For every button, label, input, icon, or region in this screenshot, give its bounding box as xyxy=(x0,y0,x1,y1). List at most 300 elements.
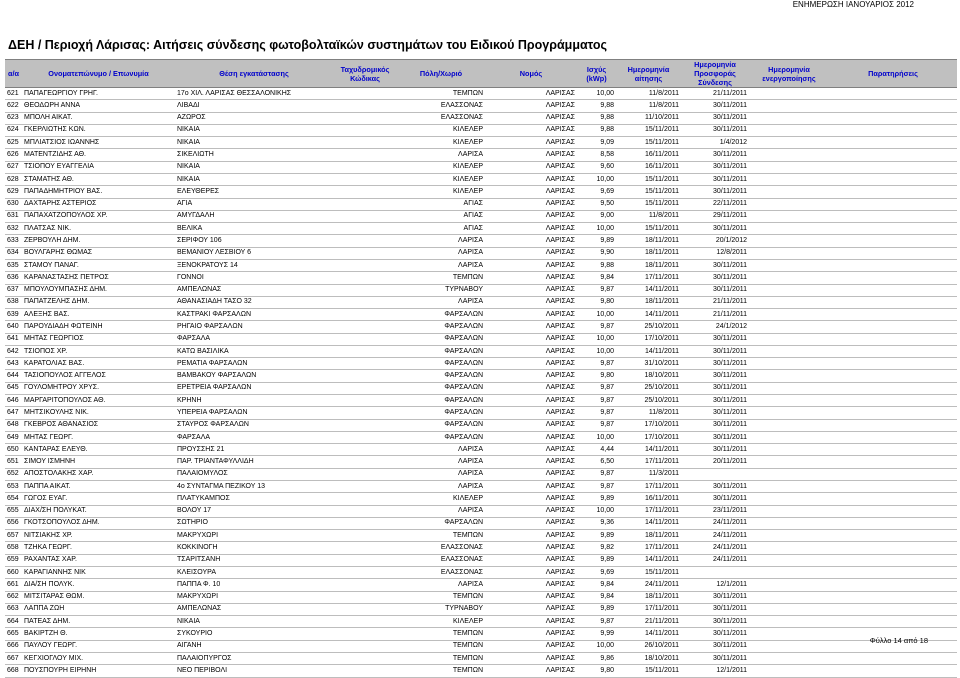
cell-name: ΑΛΕΞΗΣ ΒΑΣ. xyxy=(22,309,175,321)
cell-name: ΤΣΙΟΠΟΥ ΕΥΑΓΓΕΛΙΑ xyxy=(22,161,175,173)
table-row xyxy=(5,517,957,529)
cell-power: 9,90 xyxy=(577,247,616,259)
table-row xyxy=(5,505,957,517)
cell-location: ΑΙΓΑΝΗ xyxy=(175,640,333,652)
cell-prefecture: ΛΑΡΙΣΑΣ xyxy=(485,309,577,321)
cell-city: ΛΑΡΙΣΑ xyxy=(397,149,485,161)
applications-table xyxy=(5,59,957,678)
cell-application-date: 14/11/2011 xyxy=(616,554,681,566)
cell-city: ΛΑΡΙΣΑ xyxy=(397,468,485,480)
cell-name: ΠΑΠΑΤΖΕΛΗΣ ΔΗΜ. xyxy=(22,296,175,308)
cell-location: ΝΙΚΑΙΑ xyxy=(175,137,333,149)
cell-remarks xyxy=(829,173,957,185)
cell-postal-code xyxy=(333,530,397,542)
cell-prefecture: ΛΑΡΙΣΑΣ xyxy=(485,431,577,443)
cell-power: 9,87 xyxy=(577,382,616,394)
cell-prefecture: ΛΑΡΙΣΑΣ xyxy=(485,370,577,382)
cell-postal-code xyxy=(333,333,397,345)
cell-remarks xyxy=(829,665,957,677)
cell-prefecture: ΛΑΡΙΣΑΣ xyxy=(485,542,577,554)
table-row xyxy=(5,628,957,640)
cell-postal-code xyxy=(333,161,397,173)
cell-aa: 664 xyxy=(5,616,22,628)
cell-power: 10,00 xyxy=(577,309,616,321)
cell-city: ΑΓΙΑΣ xyxy=(397,210,485,222)
cell-aa: 650 xyxy=(5,444,22,456)
header-col-application-date: Ημερομηνία αίτησης xyxy=(616,60,681,88)
page-title: ΔΕΗ / Περιοχή Λάρισας: Αιτήσεις σύνδεσης φωτοβολταϊκών συστημάτων του Ειδικού Προγράμματος xyxy=(8,38,608,52)
cell-activation-date xyxy=(749,456,829,468)
cell-remarks xyxy=(829,272,957,284)
cell-location: ΠΑΡ. ΤΡΙΑΝΤΑΦΥΛΛΙΔΗ xyxy=(175,456,333,468)
cell-aa: 662 xyxy=(5,591,22,603)
cell-activation-date xyxy=(749,493,829,505)
cell-location: ΣΥΚΟΥΡΙΟ xyxy=(175,628,333,640)
cell-application-date: 18/10/2011 xyxy=(616,370,681,382)
cell-aa: 652 xyxy=(5,468,22,480)
cell-aa: 635 xyxy=(5,259,22,271)
cell-prefecture: ΛΑΡΙΣΑΣ xyxy=(485,284,577,296)
cell-name: ΒΟΥΛΓΑΡΗΣ ΘΩΜΑΣ xyxy=(22,247,175,259)
cell-city: ΛΑΡΙΣΑ xyxy=(397,481,485,493)
cell-offer-date: 30/11/2011 xyxy=(681,358,749,370)
cell-postal-code xyxy=(333,444,397,456)
cell-prefecture: ΛΑΡΙΣΑΣ xyxy=(485,198,577,210)
cell-application-date: 17/11/2011 xyxy=(616,481,681,493)
cell-prefecture: ΛΑΡΙΣΑΣ xyxy=(485,100,577,112)
cell-activation-date xyxy=(749,333,829,345)
cell-name: ΠΑΠΑΓΕΩΡΓΙΟΥ ΓΡΗΓ. xyxy=(22,88,175,100)
cell-remarks xyxy=(829,566,957,578)
cell-name: ΘΕΟΔΩΡΗ ΑΝΝΑ xyxy=(22,100,175,112)
cell-postal-code xyxy=(333,468,397,480)
cell-prefecture: ΛΑΡΙΣΑΣ xyxy=(485,272,577,284)
cell-location: ΑΜΥΓΔΑΛΗ xyxy=(175,210,333,222)
cell-prefecture: ΛΑΡΙΣΑΣ xyxy=(485,517,577,529)
cell-name: ΠΟΥΣΠΟΥΡΗ ΕΙΡΗΝΗ xyxy=(22,665,175,677)
cell-location: ΚΑΣΤΡΑΚΙ ΦΑΡΣΑΛΩΝ xyxy=(175,309,333,321)
cell-prefecture: ΛΑΡΙΣΑΣ xyxy=(485,259,577,271)
cell-offer-date: 21/11/2011 xyxy=(681,88,749,100)
cell-postal-code xyxy=(333,112,397,124)
cell-aa: 651 xyxy=(5,456,22,468)
cell-remarks xyxy=(829,395,957,407)
cell-city: ΚΙΛΕΛΕΡ xyxy=(397,616,485,628)
cell-postal-code xyxy=(333,173,397,185)
cell-prefecture: ΛΑΡΙΣΑΣ xyxy=(485,554,577,566)
cell-postal-code xyxy=(333,296,397,308)
cell-name: ΣΤΑΜΟΥ ΠΑΝΑΓ. xyxy=(22,259,175,271)
table-row xyxy=(5,370,957,382)
cell-power: 10,00 xyxy=(577,505,616,517)
cell-application-date: 14/11/2011 xyxy=(616,444,681,456)
table-row xyxy=(5,431,957,443)
cell-location: 17ο ΧΙΛ. ΛΑΡΙΣΑΣ ΘΕΣΣΑΛΟΝΙΚΗΣ xyxy=(175,88,333,100)
cell-aa: 636 xyxy=(5,272,22,284)
cell-offer-date: 12/1/2011 xyxy=(681,665,749,677)
cell-offer-date: 24/11/2011 xyxy=(681,530,749,542)
cell-city: ΦΑΡΣΑΛΩΝ xyxy=(397,309,485,321)
cell-power: 9,60 xyxy=(577,161,616,173)
cell-prefecture: ΛΑΡΙΣΑΣ xyxy=(485,652,577,664)
cell-postal-code xyxy=(333,382,397,394)
cell-activation-date xyxy=(749,100,829,112)
cell-power: 10,00 xyxy=(577,345,616,357)
cell-aa: 629 xyxy=(5,186,22,198)
cell-aa: 628 xyxy=(5,173,22,185)
cell-activation-date xyxy=(749,247,829,259)
cell-offer-date: 30/11/2011 xyxy=(681,603,749,615)
cell-postal-code xyxy=(333,665,397,677)
cell-city: ΑΓΙΑΣ xyxy=(397,223,485,235)
cell-offer-date: 12/8/2011 xyxy=(681,247,749,259)
cell-remarks xyxy=(829,456,957,468)
cell-offer-date: 30/11/2011 xyxy=(681,444,749,456)
cell-name: ΠΑΠΠΑ ΑΙΚΑΤ. xyxy=(22,481,175,493)
cell-offer-date: 24/1/2012 xyxy=(681,321,749,333)
cell-prefecture: ΛΑΡΙΣΑΣ xyxy=(485,616,577,628)
cell-city: ΛΑΡΙΣΑ xyxy=(397,456,485,468)
cell-aa: 667 xyxy=(5,652,22,664)
cell-aa: 655 xyxy=(5,505,22,517)
cell-name: ΓΟΥΛΟΜΗΤΡΟΥ ΧΡΥΣ. xyxy=(22,382,175,394)
cell-aa: 647 xyxy=(5,407,22,419)
cell-location: ΡΕΜΑΤΙΑ ΦΑΡΣΑΛΩΝ xyxy=(175,358,333,370)
cell-power: 9,84 xyxy=(577,272,616,284)
table-row xyxy=(5,616,957,628)
cell-name: ΚΕΓΧΙΟΓΛΟΥ ΜΙΧ. xyxy=(22,652,175,664)
cell-remarks xyxy=(829,444,957,456)
cell-location: ΦΑΡΣΑΛΑ xyxy=(175,431,333,443)
cell-power: 8,58 xyxy=(577,149,616,161)
cell-prefecture: ΛΑΡΙΣΑΣ xyxy=(485,88,577,100)
cell-offer-date: 20/11/2011 xyxy=(681,456,749,468)
cell-remarks xyxy=(829,493,957,505)
cell-location: ΑΘΑΝΑΣΙΑΔΗ ΤΑΣΟ 32 xyxy=(175,296,333,308)
cell-application-date: 11/8/2011 xyxy=(616,100,681,112)
cell-activation-date xyxy=(749,603,829,615)
cell-name: ΣΤΑΜΑΤΗΣ ΑΘ. xyxy=(22,173,175,185)
cell-location: ΣΙΚΕΛΙΩΤΗ xyxy=(175,149,333,161)
cell-activation-date xyxy=(749,198,829,210)
cell-name: ΜΗΤΣΙΚΟΥΛΗΣ ΝΙΚ. xyxy=(22,407,175,419)
cell-application-date: 11/10/2011 xyxy=(616,112,681,124)
cell-prefecture: ΛΑΡΙΣΑΣ xyxy=(485,137,577,149)
cell-remarks xyxy=(829,333,957,345)
cell-power: 9,89 xyxy=(577,235,616,247)
cell-application-date: 16/11/2011 xyxy=(616,493,681,505)
cell-city: ΤΕΜΠΩΝ xyxy=(397,628,485,640)
cell-postal-code xyxy=(333,603,397,615)
cell-prefecture: ΛΑΡΙΣΑΣ xyxy=(485,419,577,431)
cell-aa: 627 xyxy=(5,161,22,173)
cell-city: ΛΑΡΙΣΑ xyxy=(397,259,485,271)
cell-application-date: 18/10/2011 xyxy=(616,652,681,664)
cell-power: 9,88 xyxy=(577,112,616,124)
cell-remarks xyxy=(829,321,957,333)
cell-application-date: 25/10/2011 xyxy=(616,382,681,394)
cell-activation-date xyxy=(749,468,829,480)
cell-remarks xyxy=(829,382,957,394)
table-row xyxy=(5,652,957,664)
cell-postal-code xyxy=(333,517,397,529)
cell-power: 9,36 xyxy=(577,517,616,529)
cell-remarks xyxy=(829,481,957,493)
cell-name: ΑΠΟΣΤΟΛΑΚΗΣ ΧΑΡ. xyxy=(22,468,175,480)
cell-city: ΛΑΡΙΣΑ xyxy=(397,579,485,591)
cell-aa: 621 xyxy=(5,88,22,100)
cell-city: ΦΑΡΣΑΛΩΝ xyxy=(397,431,485,443)
cell-aa: 623 xyxy=(5,112,22,124)
cell-location: ΝΙΚΑΙΑ xyxy=(175,616,333,628)
cell-location: ΛΙΒΑΔΙ xyxy=(175,100,333,112)
cell-prefecture: ΛΑΡΙΣΑΣ xyxy=(485,665,577,677)
cell-prefecture: ΛΑΡΙΣΑΣ xyxy=(485,591,577,603)
cell-postal-code xyxy=(333,591,397,603)
cell-activation-date xyxy=(749,628,829,640)
cell-location: ΠΑΠΠΑ Φ. 10 xyxy=(175,579,333,591)
cell-power: 9,88 xyxy=(577,124,616,136)
cell-location: ΠΛΑΤΥΚΑΜΠΟΣ xyxy=(175,493,333,505)
cell-location: ΑΜΠΕΛΩΝΑΣ xyxy=(175,284,333,296)
cell-postal-code xyxy=(333,223,397,235)
cell-application-date: 14/11/2011 xyxy=(616,517,681,529)
cell-city: ΚΙΛΕΛΕΡ xyxy=(397,186,485,198)
cell-prefecture: ΛΑΡΙΣΑΣ xyxy=(485,493,577,505)
cell-application-date: 15/11/2011 xyxy=(616,137,681,149)
cell-name: ΜΑΡΓΑΡΙΤΟΠΟΥΛΟΣ ΑΘ. xyxy=(22,395,175,407)
cell-power: 10,00 xyxy=(577,223,616,235)
cell-name: ΚΑΡΑΤΟΛΙΑΣ ΒΑΣ. xyxy=(22,358,175,370)
cell-application-date: 18/11/2011 xyxy=(616,591,681,603)
cell-remarks xyxy=(829,137,957,149)
cell-remarks xyxy=(829,530,957,542)
cell-prefecture: ΛΑΡΙΣΑΣ xyxy=(485,579,577,591)
table-row xyxy=(5,321,957,333)
table-row xyxy=(5,665,957,677)
header-col-name: Ονοματεπώνυμο / Επωνυμία xyxy=(22,60,175,88)
cell-location: ΜΑΚΡΥΧΩΡΙ xyxy=(175,530,333,542)
cell-name: ΒΑΚΙΡΤΖΗ Θ. xyxy=(22,628,175,640)
table-row xyxy=(5,566,957,578)
cell-remarks xyxy=(829,419,957,431)
cell-city: ΤΥΡΝΑΒΟΥ xyxy=(397,284,485,296)
cell-application-date: 15/11/2011 xyxy=(616,186,681,198)
cell-remarks xyxy=(829,603,957,615)
cell-application-date: 18/11/2011 xyxy=(616,259,681,271)
table-row xyxy=(5,345,957,357)
cell-activation-date xyxy=(749,210,829,222)
cell-postal-code xyxy=(333,149,397,161)
cell-name: ΤΖΗΚΑ ΓΕΩΡΓ. xyxy=(22,542,175,554)
cell-city: ΛΑΡΙΣΑ xyxy=(397,505,485,517)
cell-prefecture: ΛΑΡΙΣΑΣ xyxy=(485,481,577,493)
cell-city: ΚΙΛΕΛΕΡ xyxy=(397,124,485,136)
cell-offer-date xyxy=(681,468,749,480)
cell-activation-date xyxy=(749,616,829,628)
cell-name: ΠΑΠΑΔΗΜΗΤΡΙΟΥ ΒΑΣ. xyxy=(22,186,175,198)
cell-postal-code xyxy=(333,358,397,370)
cell-postal-code xyxy=(333,210,397,222)
table-row xyxy=(5,591,957,603)
cell-power: 9,89 xyxy=(577,603,616,615)
cell-prefecture: ΛΑΡΙΣΑΣ xyxy=(485,566,577,578)
cell-remarks xyxy=(829,296,957,308)
cell-location: ΠΑΛΑΙΟΜΥΛΟΣ xyxy=(175,468,333,480)
cell-offer-date: 30/11/2011 xyxy=(681,112,749,124)
table-row xyxy=(5,137,957,149)
cell-remarks xyxy=(829,468,957,480)
cell-power: 4,44 xyxy=(577,444,616,456)
cell-power: 9,80 xyxy=(577,665,616,677)
cell-postal-code xyxy=(333,235,397,247)
cell-remarks xyxy=(829,652,957,664)
cell-application-date: 17/11/2011 xyxy=(616,542,681,554)
cell-postal-code xyxy=(333,628,397,640)
cell-power: 9,69 xyxy=(577,566,616,578)
cell-power: 9,87 xyxy=(577,468,616,480)
cell-application-date: 15/11/2011 xyxy=(616,223,681,235)
cell-aa: 624 xyxy=(5,124,22,136)
cell-prefecture: ΛΑΡΙΣΑΣ xyxy=(485,603,577,615)
cell-remarks xyxy=(829,517,957,529)
cell-activation-date xyxy=(749,640,829,652)
cell-activation-date xyxy=(749,505,829,517)
table-row xyxy=(5,444,957,456)
cell-remarks xyxy=(829,210,957,222)
cell-postal-code xyxy=(333,505,397,517)
cell-remarks xyxy=(829,235,957,247)
cell-application-date: 14/11/2011 xyxy=(616,309,681,321)
cell-offer-date: 24/11/2011 xyxy=(681,554,749,566)
cell-offer-date: 30/11/2011 xyxy=(681,481,749,493)
cell-activation-date xyxy=(749,542,829,554)
table-row xyxy=(5,100,957,112)
cell-activation-date xyxy=(749,407,829,419)
table-row xyxy=(5,161,957,173)
cell-city: ΕΛΑΣΣΟΝΑΣ xyxy=(397,554,485,566)
cell-aa: 642 xyxy=(5,345,22,357)
cell-aa: 656 xyxy=(5,517,22,529)
cell-activation-date xyxy=(749,137,829,149)
table-row xyxy=(5,419,957,431)
header-col-aa: α/α xyxy=(5,60,22,88)
cell-name: ΚΑΡΑΓΙΑΝΝΗΣ ΝΙΚ xyxy=(22,566,175,578)
cell-aa: 639 xyxy=(5,309,22,321)
header-col-power: Ισχύς (kWp) xyxy=(577,60,616,88)
cell-activation-date xyxy=(749,530,829,542)
cell-prefecture: ΛΑΡΙΣΑΣ xyxy=(485,628,577,640)
cell-offer-date: 30/11/2011 xyxy=(681,124,749,136)
table-row xyxy=(5,247,957,259)
cell-aa: 666 xyxy=(5,640,22,652)
cell-activation-date xyxy=(749,309,829,321)
cell-application-date: 14/11/2011 xyxy=(616,345,681,357)
cell-name: ΠΑΠΑΧΑΤΖΟΠΟΥΛΟΣ ΧΡ. xyxy=(22,210,175,222)
cell-aa: 638 xyxy=(5,296,22,308)
cell-postal-code xyxy=(333,419,397,431)
header-col-activation-date: Ημερομηνία ενεργοποίησης xyxy=(749,60,829,88)
table-row xyxy=(5,530,957,542)
cell-offer-date xyxy=(681,566,749,578)
cell-offer-date: 30/11/2011 xyxy=(681,419,749,431)
cell-activation-date xyxy=(749,358,829,370)
cell-remarks xyxy=(829,345,957,357)
cell-prefecture: ΛΑΡΙΣΑΣ xyxy=(485,210,577,222)
cell-application-date: 17/10/2011 xyxy=(616,333,681,345)
cell-remarks xyxy=(829,358,957,370)
cell-power: 9,00 xyxy=(577,210,616,222)
cell-remarks xyxy=(829,431,957,443)
cell-name: ΔΑΧΤΑΡΗΣ ΑΣΤΕΡΙΟΣ xyxy=(22,198,175,210)
cell-activation-date xyxy=(749,186,829,198)
cell-name: ΠΛΑΤΣΑΣ ΝΙΚ. xyxy=(22,223,175,235)
cell-activation-date xyxy=(749,272,829,284)
cell-offer-date: 30/11/2011 xyxy=(681,616,749,628)
cell-aa: 637 xyxy=(5,284,22,296)
cell-application-date: 15/11/2011 xyxy=(616,124,681,136)
cell-location: ΚΑΤΩ ΒΑΣΙΛΙΚΑ xyxy=(175,345,333,357)
cell-power: 10,00 xyxy=(577,88,616,100)
cell-name: ΜΗΤΑΣ ΓΕΩΡΓ. xyxy=(22,431,175,443)
cell-application-date: 11/8/2011 xyxy=(616,407,681,419)
cell-location: ΜΑΚΡΥΧΩΡΙ xyxy=(175,591,333,603)
cell-power: 9,87 xyxy=(577,616,616,628)
cell-prefecture: ΛΑΡΙΣΑΣ xyxy=(485,161,577,173)
cell-offer-date: 30/11/2011 xyxy=(681,640,749,652)
cell-name: ΜΗΤΑΣ ΓΕΩΡΓΙΟΣ xyxy=(22,333,175,345)
cell-power: 9,80 xyxy=(577,296,616,308)
cell-application-date: 17/10/2011 xyxy=(616,419,681,431)
cell-aa: 644 xyxy=(5,370,22,382)
cell-application-date: 15/11/2011 xyxy=(616,665,681,677)
cell-location: ΝΙΚΑΙΑ xyxy=(175,161,333,173)
cell-application-date: 15/11/2011 xyxy=(616,173,681,185)
cell-activation-date xyxy=(749,481,829,493)
cell-offer-date: 24/11/2011 xyxy=(681,517,749,529)
cell-offer-date: 30/11/2011 xyxy=(681,345,749,357)
cell-name: ΖΕΡΒΟΥΛΗ ΔΗΜ. xyxy=(22,235,175,247)
cell-city: ΦΑΡΣΑΛΩΝ xyxy=(397,517,485,529)
cell-location: ΒΟΛΟΥ 17 xyxy=(175,505,333,517)
cell-prefecture: ΛΑΡΙΣΑΣ xyxy=(485,468,577,480)
cell-aa: 632 xyxy=(5,223,22,235)
cell-postal-code xyxy=(333,395,397,407)
cell-name: ΤΑΣΙΟΠΟΥΛΟΣ ΑΓΓΕΛΟΣ xyxy=(22,370,175,382)
cell-location: ΣΩΤΗΡΙΟ xyxy=(175,517,333,529)
cell-remarks xyxy=(829,579,957,591)
cell-name: ΠΑΤΕΑΣ ΔΗΜ. xyxy=(22,616,175,628)
cell-prefecture: ΛΑΡΙΣΑΣ xyxy=(485,124,577,136)
table-row xyxy=(5,542,957,554)
table-row xyxy=(5,493,957,505)
cell-prefecture: ΛΑΡΙΣΑΣ xyxy=(485,395,577,407)
cell-name: ΠΑΡΟΥΔΙΑΔΗ ΦΩΤΕΙΝΗ xyxy=(22,321,175,333)
cell-application-date: 15/11/2011 xyxy=(616,198,681,210)
cell-aa: 645 xyxy=(5,382,22,394)
cell-power: 10,00 xyxy=(577,333,616,345)
table-body xyxy=(5,88,957,678)
cell-remarks xyxy=(829,161,957,173)
cell-city: ΛΑΡΙΣΑ xyxy=(397,235,485,247)
cell-activation-date xyxy=(749,259,829,271)
cell-name: ΓΩΓΟΣ ΕΥΑΓ. xyxy=(22,493,175,505)
cell-offer-date: 30/11/2011 xyxy=(681,407,749,419)
cell-city: ΦΑΡΣΑΛΩΝ xyxy=(397,370,485,382)
cell-remarks xyxy=(829,198,957,210)
cell-name: ΓΚΟΤΣΟΠΟΥΛΟΣ ΔΗΜ. xyxy=(22,517,175,529)
cell-postal-code xyxy=(333,652,397,664)
